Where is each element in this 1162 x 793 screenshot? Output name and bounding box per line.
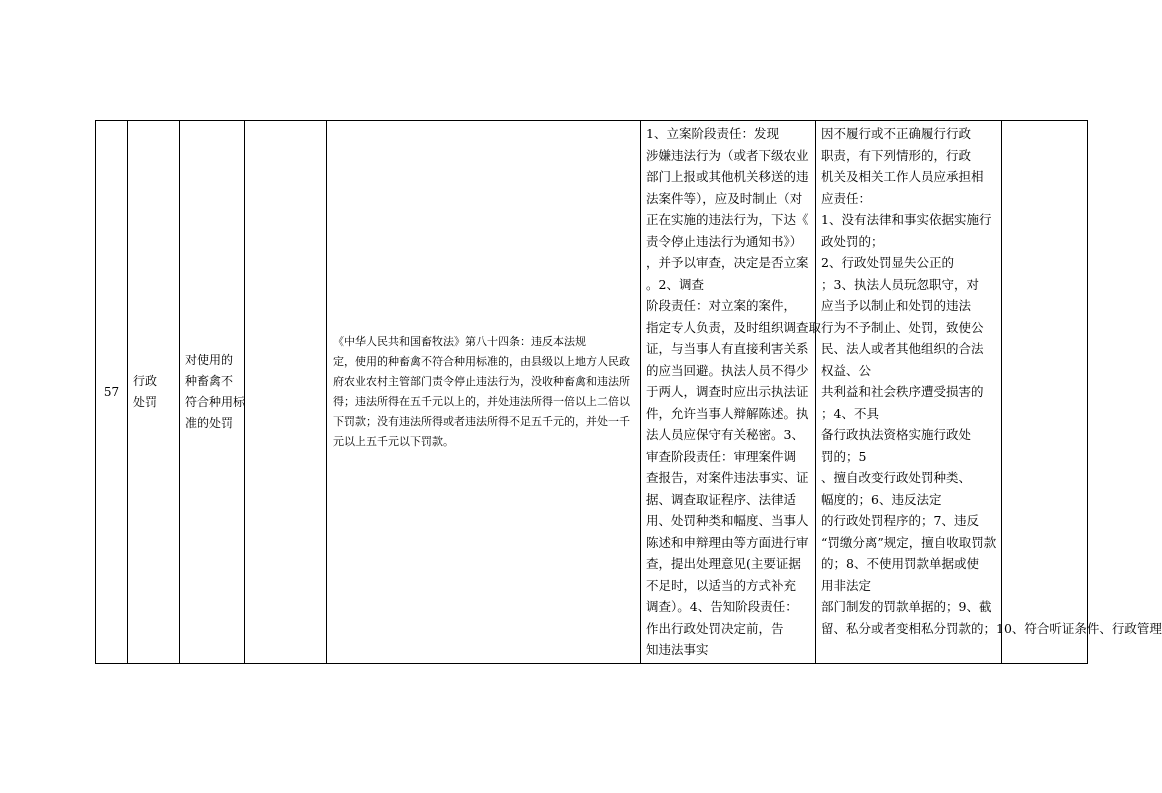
power-type: 行政 处罚: [128, 121, 180, 664]
responsibility-table: [95, 120, 1162, 664]
accountability-items: 因不履行或不正确履行行政 职责，有下列情形的，行政 机关及相关工作人员应承担相 应责任： 1、没有法律和事实依据实施行 政处罚的； 2、行政处罚显失公正的 ；3、执法人员玩忽职守，对 应当予以制止和处罚的违法 行为不予制止、处罚，致使公 民、法人或者其他组织的合法 权益、公 共利益和社会秩序遭受损害的 ；4、不具 备行政执法资格实施行政处 罚的；5 、擅自改变行政处罚种类、 幅度的；6、违反法定 的行政处罚程序的；7、违反 “罚缴分离”规定，擅自收取罚款 的；8、不使用罚款单据或使 用非法定 部门制发的罚款单据的；9、截 留、私分或者变相私分罚款的；10、符合听证条件、行政管理: [816, 121, 1002, 664]
sub-item-cell: [245, 121, 327, 664]
legal-basis: 《中华人民共和国畜牧法》第八十四条：违反本法规 定，使用的种畜禽不符合种用标准的，由县级以上地方人民政 府农业农村主管部门责令停止违法行为，没收种畜禽和违法所 得；违法所得在五千元以上的，并处违法所得一倍以上二倍以 下罚款；没有违法所得或者违法所得不足五千元的，并处一千 元以上五千元以下罚款。: [327, 121, 641, 664]
item-number: 57: [96, 121, 128, 664]
remarks-cell: [1002, 121, 1088, 664]
responsibility-items: 1、立案阶段责任：发现 涉嫌违法行为（或者下级农业 部门上报或其他机关移送的违 法案件等），应及时制止（对 正在实施的违法行为，下达《 责令停止违法行为通知书》） ，并予以审查，决定是否立案 。2、调查 阶段责任：对立案的案件， 指定专人负责，及时组织调查取 证，与当事人有直接利害关系 的应当回避。执法人员不得少 于两人，调查时应出示执法证 件，允许当事人辩解陈述。执 法人员应保守有关秘密。3、 审查阶段责任：审理案件调 查报告，对案件违法事实、证 据、调查取证程序、法律适 用、处罚种类和幅度、当事人 陈述和申辩理由等方面进行审 查，提出处理意见(主要证据 不足时，以适当的方式补充 调查）。4、告知阶段责任： 作出行政处罚决定前，告 知违法事实: [641, 121, 816, 664]
power-name: 对使用的 种畜禽不 符合种用标 准的处罚: [180, 121, 245, 664]
table-row: [96, 121, 1088, 664]
